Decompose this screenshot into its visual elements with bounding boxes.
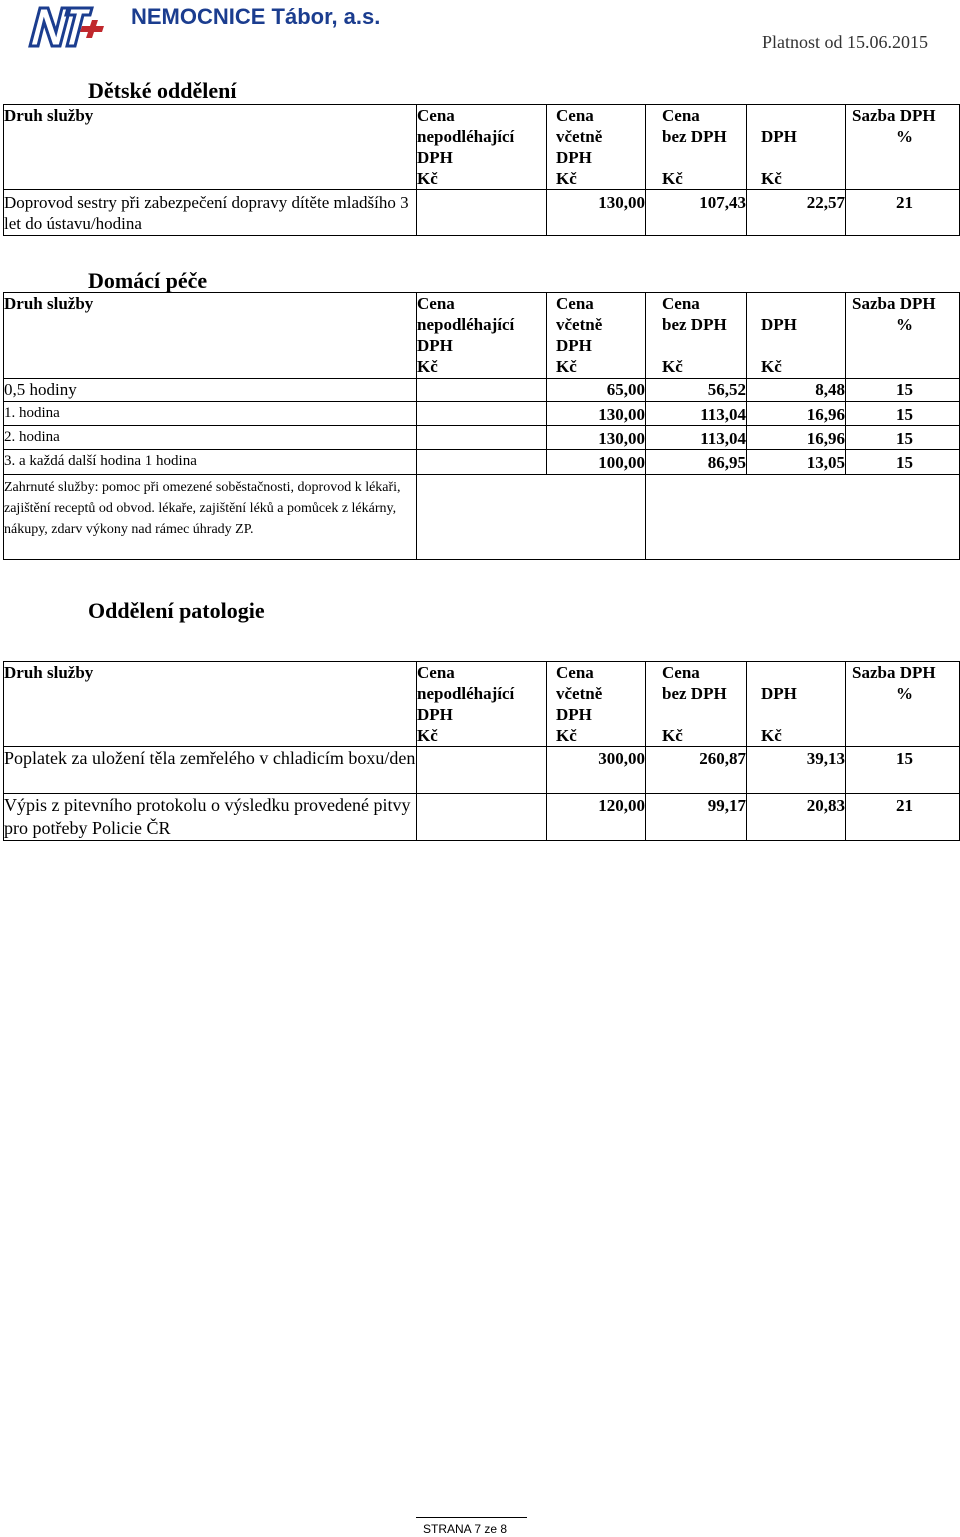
price-with-vat: 130,00 [547, 402, 646, 426]
price-without-vat: 86,95 [646, 450, 747, 475]
service-name: Poplatek za uložení těla zemřelého v chladicím boxu/den [4, 747, 417, 794]
vat-amount: 8,48 [747, 379, 846, 402]
vat-rate: 21 [846, 794, 960, 841]
table-row [4, 379, 960, 402]
table-row [4, 190, 960, 236]
header-vat: DPH Kč [747, 662, 846, 747]
header-without-vat: Cena bez DPH Kč [646, 105, 747, 190]
header-with-vat: Cena včetně DPH Kč [547, 293, 646, 379]
price-exempt [417, 402, 547, 426]
service-name: 3. a každá další hodina 1 hodina [4, 450, 417, 475]
price-without-vat: 113,04 [646, 402, 747, 426]
price-table-pathology [3, 661, 960, 841]
table-header-row [4, 105, 960, 190]
price-with-vat: 65,00 [547, 379, 646, 402]
vat-amount: 20,83 [747, 794, 846, 841]
vat-rate: 21 [846, 190, 960, 236]
service-name: Doprovod sestry při zabezpečení dopravy dítěte mladšího 3 let do ústavu/hodina [4, 190, 417, 236]
price-with-vat: 120,00 [547, 794, 646, 841]
table-header-row [4, 293, 960, 379]
footer-divider [416, 1517, 527, 1518]
price-without-vat: 113,04 [646, 426, 747, 450]
header-without-vat: Cena bez DPH Kč [646, 662, 747, 747]
vat-rate: 15 [846, 450, 960, 475]
empty-cell [417, 475, 646, 560]
price-exempt [417, 450, 547, 475]
vat-amount: 22,57 [747, 190, 846, 236]
table-row [4, 475, 960, 560]
price-exempt [417, 794, 547, 841]
header-without-vat: Cena bez DPH Kč [646, 293, 747, 379]
hospital-name: NEMOCNICE Tábor, a.s. [131, 4, 381, 29]
vat-amount: 16,96 [747, 426, 846, 450]
empty-cell [646, 475, 960, 560]
table-row [4, 426, 960, 450]
price-without-vat: 56,52 [646, 379, 747, 402]
price-without-vat: 107,43 [646, 190, 747, 236]
header-exempt: Cena nepodléhající DPH Kč [417, 105, 547, 190]
service-name: 0,5 hodiny [4, 379, 417, 402]
price-exempt [417, 747, 547, 794]
price-table-home-care [3, 292, 960, 560]
vat-amount: 16,96 [747, 402, 846, 426]
hospital-logo [26, 4, 112, 50]
header-service: Druh služby [4, 105, 417, 190]
price-exempt [417, 190, 547, 236]
vat-rate: 15 [846, 747, 960, 794]
service-name: 1. hodina [4, 402, 417, 426]
price-without-vat: 99,17 [646, 794, 747, 841]
section-title-home-care: Domácí péče [88, 268, 208, 293]
page-header [0, 0, 960, 60]
header-vat-rate: Sazba DPH % [846, 293, 960, 379]
vat-rate: 15 [846, 426, 960, 450]
vat-amount: 39,13 [747, 747, 846, 794]
service-description: Zahrnuté služby: pomoc při omezené soběstačnosti, doprovod k lékaři, zajištění receptů od obvod. lékaře, zajištění léků a pomůcek z lékárny, nákupy, zdarv výkony nad rámec úhrady ZP. [4, 475, 417, 560]
header-vat: DPH Kč [747, 105, 846, 190]
price-exempt [417, 379, 547, 402]
header-vat-rate: Sazba DPH % [846, 662, 960, 747]
header-vat-rate: Sazba DPH % [846, 105, 960, 190]
header-vat: DPH Kč [747, 293, 846, 379]
page-number: STRANA 7 ze 8 [423, 1522, 508, 1536]
price-with-vat: 300,00 [547, 747, 646, 794]
table-row [4, 747, 960, 794]
price-with-vat: 130,00 [547, 190, 646, 236]
price-exempt [417, 426, 547, 450]
vat-amount: 13,05 [747, 450, 846, 475]
header-service: Druh služby [4, 662, 417, 747]
table-header-row [4, 662, 960, 747]
section-title-pathology: Oddělení patologie [88, 598, 265, 623]
vat-rate: 15 [846, 402, 960, 426]
header-service: Druh služby [4, 293, 417, 379]
service-name: 2. hodina [4, 426, 417, 450]
header-exempt: Cena nepodléhající DPH Kč [417, 662, 547, 747]
price-without-vat: 260,87 [646, 747, 747, 794]
table-row [4, 402, 960, 426]
header-with-vat: Cena včetně DPH Kč [547, 105, 646, 190]
vat-rate: 15 [846, 379, 960, 402]
price-with-vat: 100,00 [547, 450, 646, 475]
section-title-childrens-ward: Dětské oddělení [88, 78, 237, 103]
service-name: Výpis z pitevního protokolu o výsledku provedené pitvy pro potřeby Policie ČR [4, 794, 417, 841]
header-exempt: Cena nepodléhající DPH Kč [417, 293, 547, 379]
price-table-childrens-ward [3, 104, 960, 236]
validity-date: Platnost od 15.06.2015 [761, 32, 928, 52]
table-row [4, 794, 960, 841]
table-row [4, 450, 960, 475]
header-with-vat: Cena včetně DPH Kč [547, 662, 646, 747]
price-with-vat: 130,00 [547, 426, 646, 450]
